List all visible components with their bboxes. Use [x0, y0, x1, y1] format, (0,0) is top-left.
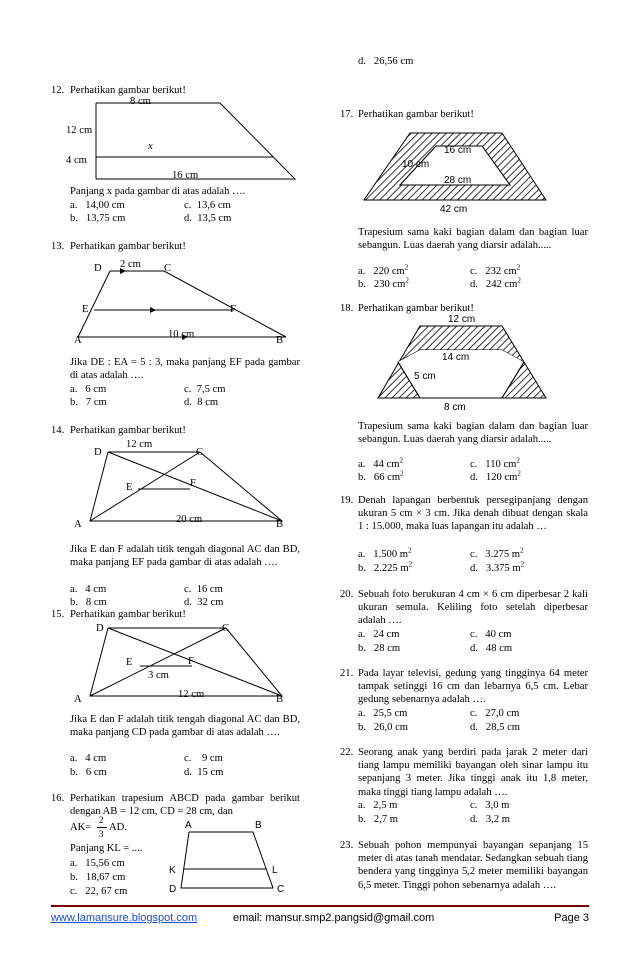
q17-number: 17.	[340, 109, 354, 120]
q20-opt-d: d. 48 cm	[470, 643, 513, 654]
q16-label-A: A	[185, 820, 192, 831]
q21-opt-a: a. 25,5 cm	[358, 708, 408, 719]
q13-label-bottom: 10 cm	[168, 329, 195, 340]
q18-label-outer-top: 12 cm	[448, 314, 476, 325]
q19-opt-c: c. 3.275 $m^2$	[470, 546, 524, 560]
q16-frac-bar	[97, 827, 107, 828]
q21-opt-c: c. 27,0 cm	[470, 708, 520, 719]
q14-label-E: E	[126, 482, 133, 493]
q13-label-A: A	[74, 335, 82, 346]
q15-label-C: C	[222, 623, 230, 634]
q12-opt-d: d. 13,5 cm	[184, 213, 232, 224]
q13-label-F: F	[230, 304, 236, 315]
q14-label-B: B	[276, 519, 284, 530]
q13-label-C: C	[164, 263, 172, 274]
q14-label-A: A	[74, 519, 82, 530]
q16-figure	[165, 818, 305, 898]
q20-number: 20.	[340, 589, 354, 600]
q15-opt-b: b. 6 cm	[70, 767, 107, 778]
q14-number: 14.	[51, 425, 65, 436]
q22-opt-a: a. 2,5 m	[358, 800, 398, 811]
q16-label-L: L	[272, 865, 278, 876]
q12-question: Panjang x pada gambar di atas adalah ….	[70, 186, 246, 197]
q16-label-K: K	[169, 865, 176, 876]
q14-opt-d: d. 32 cm	[184, 597, 224, 608]
q18-label-outer-bottom: 8 cm	[444, 402, 466, 413]
q22-number: 22.	[340, 747, 354, 758]
q19-opt-b: b. 2.225 $m^2$	[358, 560, 413, 574]
q13-number: 13.	[51, 241, 65, 252]
q22-question: Seorang anak yang berdiri pada jarak 2 meter dari tiang lampu memiliki bayangan oleh sinar lampu itu sepanjang 3 meter. Jika tinggi anak itu 1,8 meter, maka tinggi tiang lampu adalah ….	[358, 747, 588, 798]
q13-label-top: 2 cm	[120, 259, 141, 270]
q14-label-F: F	[190, 478, 196, 489]
q22-opt-d: d. 3,2 m	[470, 814, 511, 825]
q18-label-leg: 5 cm	[414, 371, 436, 382]
q19-number: 19.	[340, 495, 354, 506]
q15-opt-a: a. 4 cm	[70, 753, 107, 764]
q14-label-top: 12 cm	[126, 439, 153, 450]
q17-label-leg: 10 cm	[402, 159, 430, 170]
q16-stem: Perhatikan trapesium ABCD pada gambar berikut dengan AB = 12 cm, CD = 28 cm, dan	[70, 793, 300, 818]
q23-question: Sebuah pohon mempunyai bayangan sepanjang 15 meter di atas tanah mendatar. Sedangkan sebuah tiang bendera yang tingginya 5,2 meter memiliki bayangan 6,5 meter. Tinggi pohon sebenarnya adalah ….	[358, 840, 588, 891]
q12-label-left-lower: 4 cm	[66, 155, 87, 166]
q13-label-D: D	[94, 263, 102, 274]
q15-label-mid: 3 cm	[148, 670, 169, 681]
q15-label-B: B	[276, 694, 284, 705]
q16-ak-post: AD.	[109, 822, 127, 833]
q20-opt-b: b. 28 cm	[358, 643, 401, 654]
q17-label-outer-bottom: 42 cm	[440, 204, 468, 215]
q17-question: Trapesium sama kaki bagian dalam dan bagian luar sebangun. Luas daerah yang diarsir adalah.....	[358, 227, 588, 252]
q12-label-top: 8 cm	[130, 96, 151, 107]
q14-opt-c: c. 16 cm	[184, 584, 223, 595]
q13-question: Jika DE : EA = 5 : 3, maka panjang EF pada gambar di atas adalah ….	[70, 357, 300, 382]
q15-label-bottom: 12 cm	[178, 689, 205, 700]
q17-stem: Perhatikan gambar berikut!	[358, 109, 474, 120]
q23-number: 23.	[340, 840, 354, 851]
q17-opt-d: d. 242 $cm^2$	[470, 276, 521, 290]
q13-opt-a: a. 6 cm	[70, 384, 107, 395]
q14-stem: Perhatikan gambar berikut!	[70, 425, 186, 436]
q14-question: Jika E dan F adalah titik tengah diagonal AC dan BD, maka panjang EF pada gambar di atas adalah ….	[70, 544, 300, 569]
q19-opt-d: d. 3.375 $m^2$	[470, 560, 525, 574]
q18-opt-d: d. 120 $cm^2$	[470, 469, 521, 483]
q21-opt-d: d. 28,5 cm	[470, 722, 521, 733]
q12-figure	[60, 96, 320, 186]
q16-frac-den: 3	[99, 829, 104, 839]
q17-opt-a: a. 220 $cm^2$	[358, 263, 409, 277]
q13-label-E: E	[82, 304, 89, 315]
q13-figure	[60, 254, 320, 349]
q12-stem: Perhatikan gambar berikut!	[70, 85, 186, 96]
q12-label-left-upper: 12 cm	[66, 125, 93, 136]
q12-opt-b: b. 13,75 cm	[70, 213, 126, 224]
q15-label-A: A	[74, 694, 82, 705]
q14-label-C: C	[196, 447, 204, 458]
q15-opt-d: d. 15 cm	[184, 767, 224, 778]
q16-label-C: C	[277, 884, 285, 895]
q15-question: Jika E dan F adalah titik tengah diagonal AC dan BD, maka panjang CD pada gambar di atas adalah ….	[70, 714, 300, 739]
q16-frac-num: 2	[99, 815, 104, 825]
q18-figure	[350, 312, 590, 414]
q22-opt-c: c. 3,0 m	[470, 800, 510, 811]
q14-label-D: D	[94, 447, 102, 458]
q12-label-x: x	[148, 141, 153, 152]
q14-opt-b: b. 8 cm	[70, 597, 107, 608]
q13-stem: Perhatikan gambar berikut!	[70, 241, 186, 252]
q15-number: 15.	[51, 609, 65, 620]
footer-website-link[interactable]: www.lamansure.blogspot.com	[51, 912, 198, 924]
q15-stem: Perhatikan gambar berikut!	[70, 609, 186, 620]
q15-label-E: E	[126, 657, 133, 668]
q14-label-bottom: 20 cm	[176, 514, 203, 525]
q20-question: Sebuah foto berukuran 4 cm × 6 cm diperbesar 2 kali ukuran semula. Keliling foto setelah diperbesar adalah ….	[358, 589, 588, 627]
q16-label-D: D	[169, 884, 177, 895]
q15-label-F: F	[188, 656, 194, 667]
q16-number: 16.	[51, 793, 65, 804]
q15-label-D: D	[96, 623, 104, 634]
q17-opt-b: b. 230 $cm^2$	[358, 276, 409, 290]
q13-label-B: B	[276, 335, 284, 346]
q16-opt-a: a. 15,56 cm	[70, 858, 125, 869]
q13-opt-d: d. 8 cm	[184, 397, 219, 408]
q18-label-inner-top: 14 cm	[442, 352, 470, 363]
q14-figure	[60, 438, 320, 533]
q18-question: Trapesium sama kaki bagian dalam dan bagian luar sebangun. Luas daerah yang diarsir adalah.....	[358, 421, 588, 446]
q19-opt-a: a. 1.500 $m^2$	[358, 546, 412, 560]
q22-opt-b: b. 2,7 m	[358, 814, 399, 825]
q15-figure	[60, 620, 320, 705]
q19-question: Denah lapangan berbentuk persegipanjang dengan ukuran 5 cm × 3 cm. Jika denah dibuat dengan skala 1 : 15.000, maka luas lapangan itu adalah …	[358, 495, 588, 533]
q17-figure	[350, 130, 590, 220]
q17-opt-c: c. 232 $cm^2$	[470, 263, 521, 277]
q18-opt-b: b. 66 $cm^2$	[358, 469, 404, 483]
q16-label-B: B	[255, 820, 262, 831]
q16-ak-pre: AK=	[70, 822, 92, 833]
q18-stem: Perhatikan gambar berikut!	[358, 303, 474, 314]
q21-opt-b: b. 26,0 cm	[358, 722, 409, 733]
footer-page-number: Page 3	[554, 912, 589, 924]
footer-email: email: mansur.smp2.pangsid@gmail.com	[233, 912, 435, 924]
q17-label-inner-top: 16 cm	[444, 145, 472, 156]
q18-number: 18.	[340, 303, 354, 314]
q12-opt-a: a. 14,00 cm	[70, 200, 125, 211]
q16-opt-b: b. 18,67 cm	[70, 872, 126, 883]
prev-question-option-d: d. 26,56 cm	[358, 56, 414, 67]
q13-opt-b: b. 7 cm	[70, 397, 107, 408]
q12-number: 12.	[51, 85, 65, 96]
q13-opt-c: c. 7,5 cm	[184, 384, 226, 395]
q18-opt-a: a. 44 $cm^2$	[358, 456, 403, 470]
q16-opt-c: c. 22, 67 cm	[70, 886, 128, 897]
q12-opt-c: c. 13,6 cm	[184, 200, 231, 211]
q21-number: 21.	[340, 668, 354, 679]
footer-rule	[51, 905, 589, 907]
q14-opt-a: a. 4 cm	[70, 584, 107, 595]
q21-question: Pada layar televisi, gedung yang tingginya 64 meter tampak setinggi 16 cm dan lebarnya 6,5 cm. Lebar gedung sebenarnya adalah ….	[358, 668, 588, 706]
q12-label-bottom: 16 cm	[172, 170, 199, 181]
q15-opt-c: c. 9 cm	[184, 753, 223, 764]
q20-opt-a: a. 24 cm	[358, 629, 400, 640]
q20-opt-c: c. 40 cm	[470, 629, 512, 640]
q16-question: Panjang KL = ....	[70, 843, 143, 854]
q18-opt-c: c. 110 $cm^2$	[470, 456, 520, 470]
q17-label-inner-bottom: 28 cm	[444, 175, 472, 186]
